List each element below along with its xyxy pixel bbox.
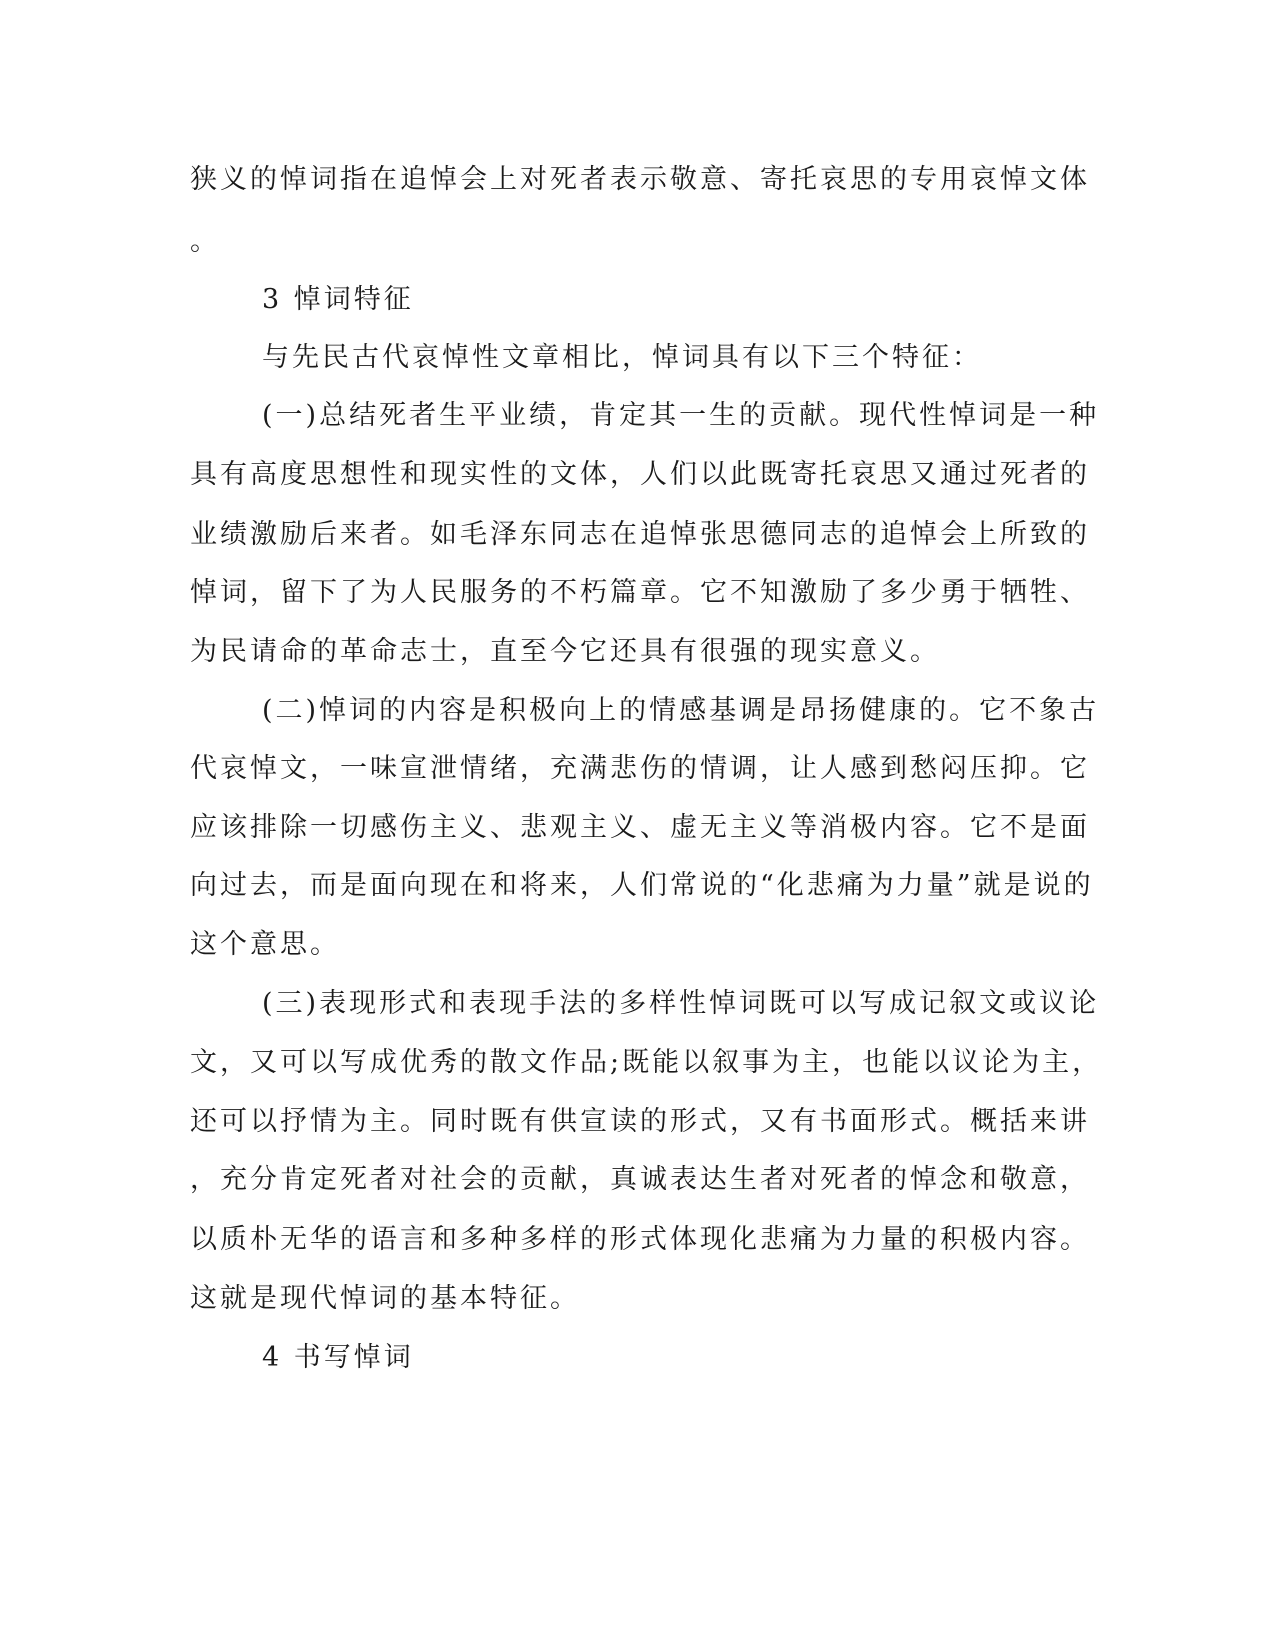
- text-line: (一)总结死者生平业绩，肯定其一生的贡献。现代性悼词是一种: [262, 400, 1100, 431]
- section-heading: 4 书写悼词: [262, 1342, 414, 1373]
- text-line: 业绩激励后来者。如毛泽东同志在追悼张思德同志的追悼会上所致的: [190, 519, 1090, 550]
- text-line: 狭义的悼词指在追悼会上对死者表示敬意、寄托哀思的专用哀悼文体: [190, 164, 1090, 195]
- text-line: 这个意思。: [190, 929, 340, 960]
- text-line: 文，又可以写成优秀的散文作品;既能以叙事为主，也能以议论为主，: [190, 1047, 1103, 1078]
- text-line: 为民请命的革命志士，直至今它还具有很强的现实意义。: [190, 636, 940, 667]
- text-line: 以质朴无华的语言和多种多样的形式体现化悲痛为力量的积极内容。: [190, 1224, 1090, 1255]
- text-line: 这就是现代悼词的基本特征。: [190, 1283, 580, 1314]
- text-line: 与先民古代哀悼性文章相比，悼词具有以下三个特征：: [262, 342, 982, 373]
- text-line: 。: [190, 226, 220, 257]
- text-line: (二)悼词的内容是积极向上的情感基调是昂扬健康的。它不象古: [262, 695, 1100, 726]
- section-heading: 3 悼词特征: [262, 284, 414, 315]
- text-line: 悼词，留下了为人民服务的不朽篇章。它不知激励了多少勇于牺牲、: [190, 577, 1090, 608]
- text-line: 代哀悼文，一味宣泄情绪，充满悲伤的情调，让人感到愁闷压抑。它: [190, 753, 1090, 784]
- text-line: 具有高度思想性和现实性的文体，人们以此既寄托哀思又通过死者的: [190, 459, 1090, 490]
- text-line: ，充分肯定死者对社会的贡献，真诚表达生者对死者的悼念和敬意，: [190, 1164, 1090, 1195]
- text-line: 向过去，而是面向现在和将来，人们常说的“化悲痛为力量”就是说的: [190, 870, 1094, 901]
- text-line: (三)表现形式和表现手法的多样性悼词既可以写成记叙文或议论: [262, 988, 1100, 1019]
- text-line: 应该排除一切感伤主义、悲观主义、虚无主义等消极内容。它不是面: [190, 812, 1090, 843]
- text-line: 还可以抒情为主。同时既有供宣读的形式，又有书面形式。概括来讲: [190, 1106, 1090, 1137]
